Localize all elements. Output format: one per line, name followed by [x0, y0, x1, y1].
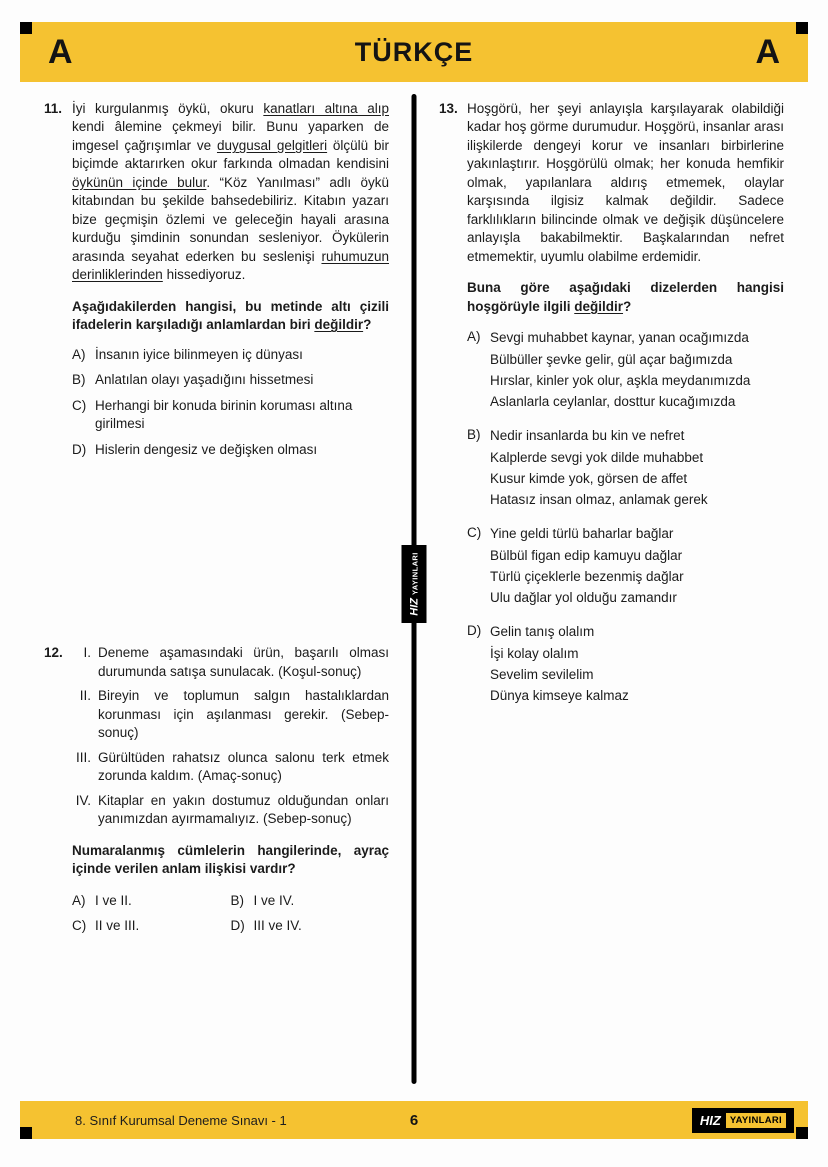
option-text: I ve IV.: [253, 892, 295, 908]
option-a: [467, 327, 784, 412]
roman-numeral: II.: [79, 688, 91, 704]
option-text: I ve II.: [95, 892, 132, 908]
roman-numeral: IV.: [75, 792, 91, 808]
sentence-text: Bireyin ve toplumun salgın hastalıklardan korunması için aşılanması gerekir. (Sebep-sonuç): [98, 688, 389, 741]
option-d: [467, 621, 784, 706]
option-b: [231, 892, 390, 910]
option-b: [467, 425, 784, 510]
question-number: 11.: [44, 101, 63, 116]
roman-numeral: I.: [83, 645, 91, 661]
publisher-logo: [692, 1108, 794, 1133]
option-c: [467, 523, 784, 608]
page-header: [20, 22, 808, 82]
question-13: [439, 100, 784, 706]
brand-suffix: YAYINLARI: [409, 552, 419, 595]
option-letter: A): [467, 329, 481, 345]
option-verse: Yine geldi türlü baharlar bağlar Bülbül figan edip kamuyu dağlar Türlü çiçeklerle bezenmiş dağlar Ulu dağlar yol olduğu zamandır: [490, 526, 684, 606]
sentence-text: Deneme aşamasındaki ürün, başarılı olması durumunda satışa sunulacak. (Koşul-sonuç): [98, 645, 389, 679]
registration-mark: [796, 1127, 808, 1139]
question-12: [44, 644, 389, 935]
numbered-sentence: [72, 644, 389, 681]
option-verse: Gelin tanış olalım İşi kolay olalım Sevelim sevilelim Dünya kimseye kalmaz: [490, 624, 629, 704]
publisher-logo-vertical: [402, 545, 427, 623]
question-passage: İyi kurgulanmış öykü, okuru kanatları altına alıp kendi âlemine çekmeyi bilir. Bunu yaparken de imgesel çağrışımlar ve duygusal gelgitleri ölçülü bir biçimde aktarırken okur farkında olmadan kendisini öykünün içinde bulur. “Köz Yanılması” adlı öykü kitabından bu şekilde bahsedebiliriz. Kitabın yazarı bize geçmişin özlemi ve geleceğin hayali arasına kurduğu şimdinin sonundan sesleniyor. Öykülerin arasında seyahat ederken bu seslenişi ruhumuzun derinliklerinden hissediyoruz.: [72, 101, 389, 283]
option-letter: C): [72, 918, 87, 934]
left-column: [44, 100, 389, 1090]
option-c: [72, 917, 231, 935]
question-body: [72, 644, 389, 935]
question-stem: Buna göre aşağıdaki dizelerden hangisi hoşgörüyle ilgili değildir?: [467, 280, 784, 314]
brand-suffix: YAYINLARI: [726, 1113, 786, 1128]
option-d: [72, 441, 389, 459]
booklet-letter-right: A: [755, 32, 780, 71]
option-a: [72, 346, 389, 364]
question-stem: Numaralanmış cümlelerin hangilerinde, ayraç içinde verilen anlam ilişkisi vardır?: [72, 842, 389, 877]
option-letter: B): [467, 427, 481, 443]
roman-numeral: III.: [75, 749, 91, 765]
option-d: [231, 917, 390, 935]
option-letter: D): [467, 623, 482, 639]
option-letter: C): [467, 525, 482, 541]
page-footer: [20, 1101, 808, 1139]
option-a: [72, 892, 231, 910]
numbered-sentence: [72, 792, 389, 829]
brand-name: HIZ: [699, 1112, 721, 1128]
option-text: Hislerin dengesiz ve değişken olması: [95, 441, 318, 457]
numbered-sentence: [72, 687, 389, 742]
exam-name: 8. Sınıf Kurumsal Deneme Sınavı - 1: [75, 1112, 287, 1128]
question-number: 13.: [439, 101, 458, 116]
option-letter: D): [230, 918, 245, 934]
option-text: İnsanın iyice bilinmeyen iç dünyası: [95, 346, 303, 362]
answer-options: [467, 327, 784, 706]
option-text: II ve III.: [95, 918, 140, 934]
option-b: [72, 371, 389, 389]
sentence-text: Kitaplar en yakın dostumuz olduğundan onları yanımızdan ayırmamalıyız. (Sebep-sonuç): [98, 792, 389, 827]
option-text: Herhangi bir konuda birinin koruması altına girilmesi: [95, 397, 353, 432]
page-title: TÜRKÇE: [354, 36, 474, 67]
option-letter: A): [72, 892, 86, 908]
option-text: Anlatılan olayı yaşadığını hissetmesi: [95, 372, 314, 388]
option-letter: C): [72, 397, 87, 413]
option-text: III ve IV.: [253, 918, 302, 934]
publisher-logo-text: [408, 552, 420, 615]
registration-mark: [20, 1127, 32, 1139]
option-verse: Sevgi muhabbet kaynar, yanan ocağımızda Bülbüller şevke gelir, gül açar bağımızda Hırslar, kinler yok olur, aşkla meydanımızda Aslanlarla ceylanlar, dosttur kucağımızda: [490, 330, 751, 410]
numbered-sentences: [72, 644, 389, 828]
question-passage: Hoşgörü, her şeyi anlayışla karşılayarak olabildiği kadar hoş görme durumudur. Hoşgörü, insanlar arası ilişkilerde dengeyi korur ve insanları birbirlerine yakınlaştırır. Hoşgörülü olmak; her konuda hemfikir olmak, yapılanlara aldırış etmemek, olaylar karşısında ilgisiz kalmak değildir. Sadece farklılıkların bilincinde olmak ve değişik düşüncelere anlayışla bakabilmektir. Başkalarından nefret etmemektir, uyumlu olabilme erdemidir.: [467, 101, 784, 264]
sentence-text: Gürültüden rahatsız olunca salonu terk etmek zorunda kaldım. (Amaç-sonuç): [98, 749, 389, 784]
right-column: [439, 100, 784, 1090]
page-number: 6: [409, 1111, 419, 1129]
question-stem: Aşağıdakilerden hangisi, bu metinde altı çizili ifadelerin karşıladığı anlamlardan biri değildir?: [72, 298, 389, 333]
option-letter: D): [72, 441, 87, 457]
option-letter: B): [72, 372, 86, 388]
question-number: 12.: [44, 645, 63, 661]
option-letter: B): [230, 892, 244, 908]
numbered-sentence: [72, 749, 389, 786]
option-verse: Nedir insanlarda bu kin ve nefret Kalplerde sevgi yok dilde muhabbet Kusur kimde yok, görsen de affet Hatasız insan olmaz, anlamak gerek: [490, 428, 708, 508]
question-body: [72, 100, 389, 459]
booklet-letter-left: A: [48, 32, 73, 71]
registration-mark: [20, 22, 32, 34]
question-11: [44, 100, 389, 459]
answer-options: [72, 346, 389, 459]
question-body: [467, 100, 784, 706]
content-area: [44, 100, 784, 1090]
option-letter: A): [72, 346, 86, 362]
brand-name: HIZ: [408, 597, 420, 616]
answer-options: [72, 892, 389, 936]
option-c: [72, 397, 389, 434]
registration-mark: [796, 22, 808, 34]
column-divider: [397, 100, 431, 1090]
